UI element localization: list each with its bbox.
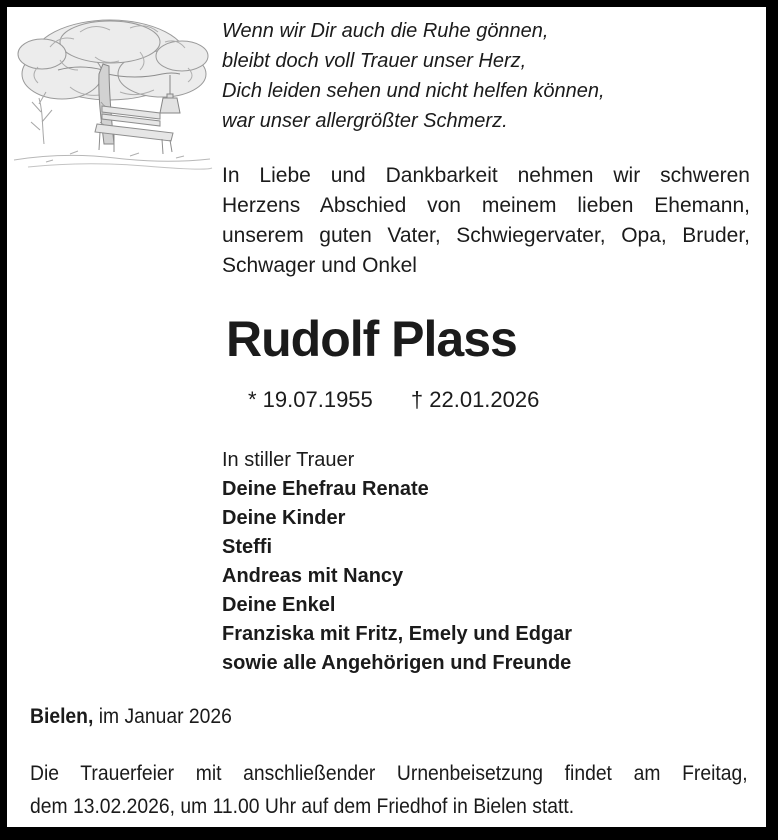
mourner-line: Deine Enkel <box>222 594 336 616</box>
funeral-info <box>30 757 748 823</box>
poem-line: war unser allergrößter Schmerz. <box>222 110 508 132</box>
place-name: Bielen, <box>30 705 94 728</box>
funeral-line: dem 13.02.2026, um 11.00 Uhr auf dem Friedhof in Bielen statt. <box>30 795 575 818</box>
mourning-poem <box>222 16 642 136</box>
date-text: im Januar 2026 <box>98 705 232 728</box>
farewell-line: Herzens Abschied von meinem lieben Ehemann, <box>222 194 750 217</box>
mourners-intro: In stiller Trauer <box>222 449 355 471</box>
deceased-name: Rudolf Plass <box>226 311 517 367</box>
mourner-line: Steffi <box>222 536 272 558</box>
farewell-line: unserem guten Vater, Schwiegervater, Opa, Bruder, <box>222 224 750 247</box>
tree-bench-lantern-illustration <box>10 12 215 174</box>
birth-date: * 19.07.1955 <box>248 387 373 412</box>
funeral-line: Die Trauerfeier mit anschließender Urnenbeisetzung findet am Freitag, <box>30 762 748 785</box>
mourner-line: Andreas mit Nancy <box>222 565 404 587</box>
farewell-line: In Liebe und Dankbarkeit nehmen wir schweren <box>222 164 750 187</box>
farewell-paragraph <box>222 161 750 281</box>
tree-sketch-svg <box>10 12 215 174</box>
poem-line: Wenn wir Dir auch die Ruhe gönnen, <box>222 20 549 42</box>
poem-line: bleibt doch voll Trauer unser Herz, <box>222 50 527 72</box>
death-date: † 22.01.2026 <box>410 387 540 412</box>
place-date-line <box>30 704 416 730</box>
mourner-line: Franziska mit Fritz, Emely und Edgar <box>222 623 573 645</box>
farewell-line: Schwager und Onkel <box>222 254 417 277</box>
mourner-line: Deine Kinder <box>222 507 346 529</box>
mourner-line: Deine Ehefrau Renate <box>222 478 429 500</box>
mourners-list <box>222 446 642 678</box>
life-dates <box>248 386 539 414</box>
mourner-line: sowie alle Angehörigen und Freunde <box>222 652 572 674</box>
poem-line: Dich leiden sehen und nicht helfen können, <box>222 80 605 102</box>
